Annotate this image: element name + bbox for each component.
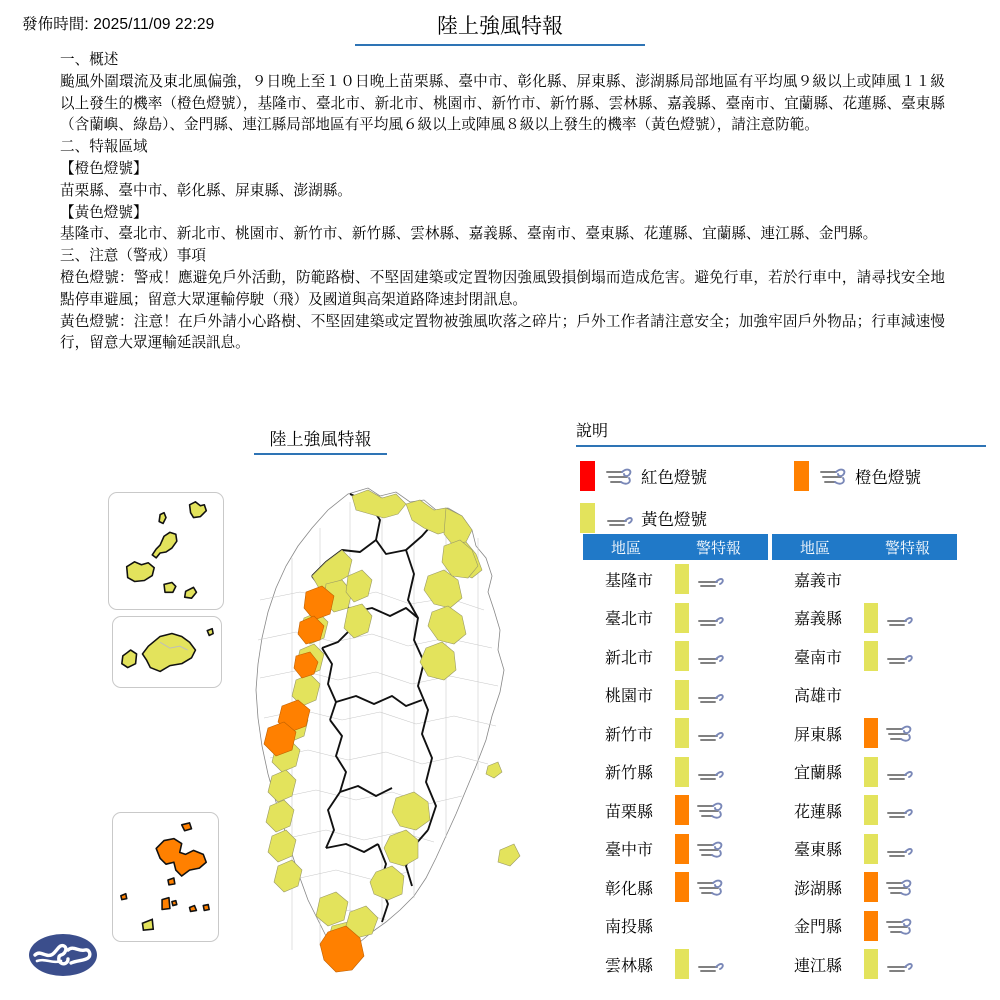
wind-strong-icon xyxy=(696,799,726,821)
taiwan-main-map xyxy=(200,480,550,985)
warning-color-swatch xyxy=(864,872,878,902)
map-title: 陸上強風特報 xyxy=(254,425,387,455)
yellow-level-advice: 黃色燈號：注意！在戶外請小心路樹、不堅固建築或定置物被強風吹落之碎片；戶外工作者請注意安全；加強牢固戶外物品；行車減速慢行，留意大眾運輸延誤訊息。 xyxy=(60,313,945,352)
warning-level-cell xyxy=(858,872,957,902)
wind-light-icon xyxy=(696,645,726,667)
table-row[interactable] xyxy=(772,714,957,753)
warning-color-swatch xyxy=(675,872,689,902)
warning-level-cell xyxy=(858,641,957,671)
table-row[interactable] xyxy=(772,676,957,715)
table-row[interactable] xyxy=(583,791,768,830)
warning-color-swatch xyxy=(864,641,878,671)
warning-color-swatch xyxy=(675,641,689,671)
wind-light-icon xyxy=(696,607,726,629)
legend-swatch-red xyxy=(580,461,595,491)
legend-item-yellow xyxy=(580,503,707,533)
legend-swatch-yellow xyxy=(580,503,595,533)
legend-title: 說明 xyxy=(576,418,986,447)
section-1-heading: 一、概述 xyxy=(60,52,119,68)
warning-level-cell xyxy=(669,795,768,825)
warning-level-cell xyxy=(669,757,768,787)
region-name-cell: 嘉義縣 xyxy=(793,611,842,629)
warning-color-swatch xyxy=(675,795,689,825)
table-row[interactable] xyxy=(583,830,768,869)
legend-label-red: 紅色燈號 xyxy=(641,469,707,487)
region-name-cell: 臺中市 xyxy=(604,842,653,860)
wind-light-icon xyxy=(885,607,915,629)
legend-item-red xyxy=(580,461,707,491)
wind-strong-icon xyxy=(885,915,915,937)
region-name-cell: 基隆市 xyxy=(604,572,653,590)
table-body-right xyxy=(772,560,957,984)
warning-color-swatch xyxy=(864,911,878,941)
wind-strong-icon xyxy=(885,876,915,898)
table-row[interactable] xyxy=(583,945,768,984)
table-row[interactable] xyxy=(772,945,957,984)
issue-time: 發佈時間: 2025/11/09 22:29 xyxy=(22,16,215,33)
section-2-heading: 二、特報區域 xyxy=(60,139,148,156)
region-name-cell: 苗栗縣 xyxy=(604,803,653,821)
yellow-level-bracket-label: 【黃色燈號】 xyxy=(60,204,148,221)
wind-strong-icon xyxy=(885,722,915,744)
wind-light-icon xyxy=(696,953,726,975)
region-name-cell: 嘉義市 xyxy=(793,572,842,590)
table-row[interactable] xyxy=(772,753,957,792)
warning-color-swatch xyxy=(864,949,878,979)
region-name-cell: 雲林縣 xyxy=(604,957,653,975)
warning-level-cell xyxy=(858,603,957,633)
region-table-right xyxy=(772,534,957,984)
warning-color-swatch xyxy=(864,603,878,633)
legend-label-yellow: 黃色燈號 xyxy=(641,511,707,529)
column-header-region: 地區 xyxy=(610,539,641,557)
orange-level-regions: 苗栗縣、臺中市、彰化縣、屏東縣、澎湖縣。 xyxy=(60,182,352,199)
region-name-cell: 南投縣 xyxy=(604,919,653,937)
table-row[interactable] xyxy=(772,830,957,869)
region-name-cell: 宜蘭縣 xyxy=(793,765,842,783)
region-name-cell: 彰化縣 xyxy=(604,880,653,898)
section-3-heading: 三、注意（警戒）事項 xyxy=(60,248,206,265)
warning-color-swatch xyxy=(864,795,878,825)
region-table-left xyxy=(583,534,768,984)
wind-light-icon xyxy=(696,761,726,783)
column-header-warning: 警特報 xyxy=(884,539,930,557)
table-row[interactable] xyxy=(772,560,957,599)
legend xyxy=(576,418,986,539)
legend-label-orange: 橙色燈號 xyxy=(855,469,921,487)
wind-strong-icon xyxy=(819,464,849,488)
page-title: 陸上強風特報 xyxy=(355,10,645,46)
legend-swatch-orange xyxy=(794,461,809,491)
warning-level-cell xyxy=(669,680,768,710)
table-row[interactable] xyxy=(583,599,768,638)
cwa-wave-logo xyxy=(27,930,99,980)
legend-item-orange xyxy=(794,461,921,491)
region-name-cell: 新北市 xyxy=(604,649,653,667)
wind-light-icon xyxy=(696,568,726,590)
warning-color-swatch xyxy=(864,757,878,787)
warning-level-cell xyxy=(669,564,768,594)
wind-light-icon xyxy=(885,761,915,783)
warning-level-cell xyxy=(858,718,957,748)
wind-strong-icon xyxy=(605,464,635,488)
warning-level-cell xyxy=(669,641,768,671)
table-body-left xyxy=(583,560,768,984)
region-name-cell: 金門縣 xyxy=(793,919,842,937)
wind-light-icon xyxy=(605,506,635,530)
table-row[interactable] xyxy=(772,868,957,907)
orange-level-bracket-label: 【橙色燈號】 xyxy=(60,160,148,177)
table-row[interactable] xyxy=(772,791,957,830)
warning-level-cell xyxy=(669,834,768,864)
wind-light-icon xyxy=(696,684,726,706)
wind-light-icon xyxy=(885,953,915,975)
wind-light-icon xyxy=(696,722,726,744)
warning-level-cell xyxy=(669,718,768,748)
warning-level-cell xyxy=(858,834,957,864)
warning-level-cell xyxy=(858,795,957,825)
orange-level-advice: 橙色燈號：警戒！應避免戶外活動，防範路樹、不堅固建築或定置物因強風毀損倒塌而造成危害。避免行車，若於行車中，請尋找安全地點停車避風；留意大眾運輸停駛（飛）及國道與高架道路降速封閉訊息。 xyxy=(60,269,945,308)
warning-color-swatch xyxy=(864,834,878,864)
wind-light-icon xyxy=(885,645,915,667)
warning-level-cell xyxy=(858,911,957,941)
warning-level-cell xyxy=(669,603,768,633)
warning-color-swatch xyxy=(675,680,689,710)
warning-color-swatch xyxy=(675,564,689,594)
region-name-cell: 桃園市 xyxy=(604,688,653,706)
table-row[interactable] xyxy=(772,637,957,676)
warning-level-cell xyxy=(858,949,957,979)
region-name-cell: 臺北市 xyxy=(604,611,653,629)
wind-light-icon xyxy=(885,799,915,821)
table-row[interactable] xyxy=(583,676,768,715)
table-row[interactable] xyxy=(772,907,957,946)
warning-color-swatch xyxy=(675,603,689,633)
table-row[interactable] xyxy=(583,907,768,946)
table-row[interactable] xyxy=(583,637,768,676)
advisory-article xyxy=(60,50,945,355)
table-row[interactable] xyxy=(583,868,768,907)
region-name-cell: 臺東縣 xyxy=(793,842,842,860)
warning-level-cell xyxy=(669,949,768,979)
region-name-cell: 花蓮縣 xyxy=(793,803,842,821)
wind-strong-icon xyxy=(696,838,726,860)
yellow-level-regions: 基隆市、臺北市、新北市、桃園市、新竹市、新竹縣、雲林縣、嘉義縣、臺南市、臺東縣、花蓮縣、宜蘭縣、連江縣、金門縣。 xyxy=(60,226,878,243)
warning-color-swatch xyxy=(675,718,689,748)
region-name-cell: 新竹市 xyxy=(604,726,653,744)
region-name-cell: 臺南市 xyxy=(793,649,842,667)
region-name-cell: 連江縣 xyxy=(793,957,842,975)
table-row[interactable] xyxy=(583,560,768,599)
warning-level-cell xyxy=(669,872,768,902)
table-header-row xyxy=(772,534,957,560)
region-name-cell: 高雄市 xyxy=(793,688,842,706)
column-header-region: 地區 xyxy=(799,539,830,557)
table-row[interactable] xyxy=(583,714,768,753)
wind-light-icon xyxy=(885,838,915,860)
table-header-row xyxy=(583,534,768,560)
region-name-cell: 屏東縣 xyxy=(793,726,842,744)
warning-color-swatch xyxy=(675,834,689,864)
section-1-body: 颱風外圍環流及東北風偏強，９日晚上至１０日晚上苗栗縣、臺中市、彰化縣、屏東縣、澎湖縣局部地區有平均風９級以上或陣風１１級以上發生的機率（橙色燈號），基隆市、臺北市、新北市、桃園市、新竹市、新竹縣、雲林縣、嘉義縣、臺南市、宜蘭縣、花蓮縣、臺東縣（含蘭嶼、綠島）、金門縣、連江縣局部地區有平均風６級以上或陣風８級以上發生的機率（黃色燈號），請注意防範。 xyxy=(60,73,945,134)
table-row[interactable] xyxy=(772,599,957,638)
table-row[interactable] xyxy=(583,753,768,792)
region-name-cell: 澎湖縣 xyxy=(793,880,842,898)
warning-color-swatch xyxy=(675,757,689,787)
warning-color-swatch xyxy=(864,718,878,748)
wind-strong-icon xyxy=(696,876,726,898)
warning-level-cell xyxy=(858,757,957,787)
region-name-cell: 新竹縣 xyxy=(604,765,653,783)
column-header-warning: 警特報 xyxy=(695,539,741,557)
warning-color-swatch xyxy=(675,949,689,979)
